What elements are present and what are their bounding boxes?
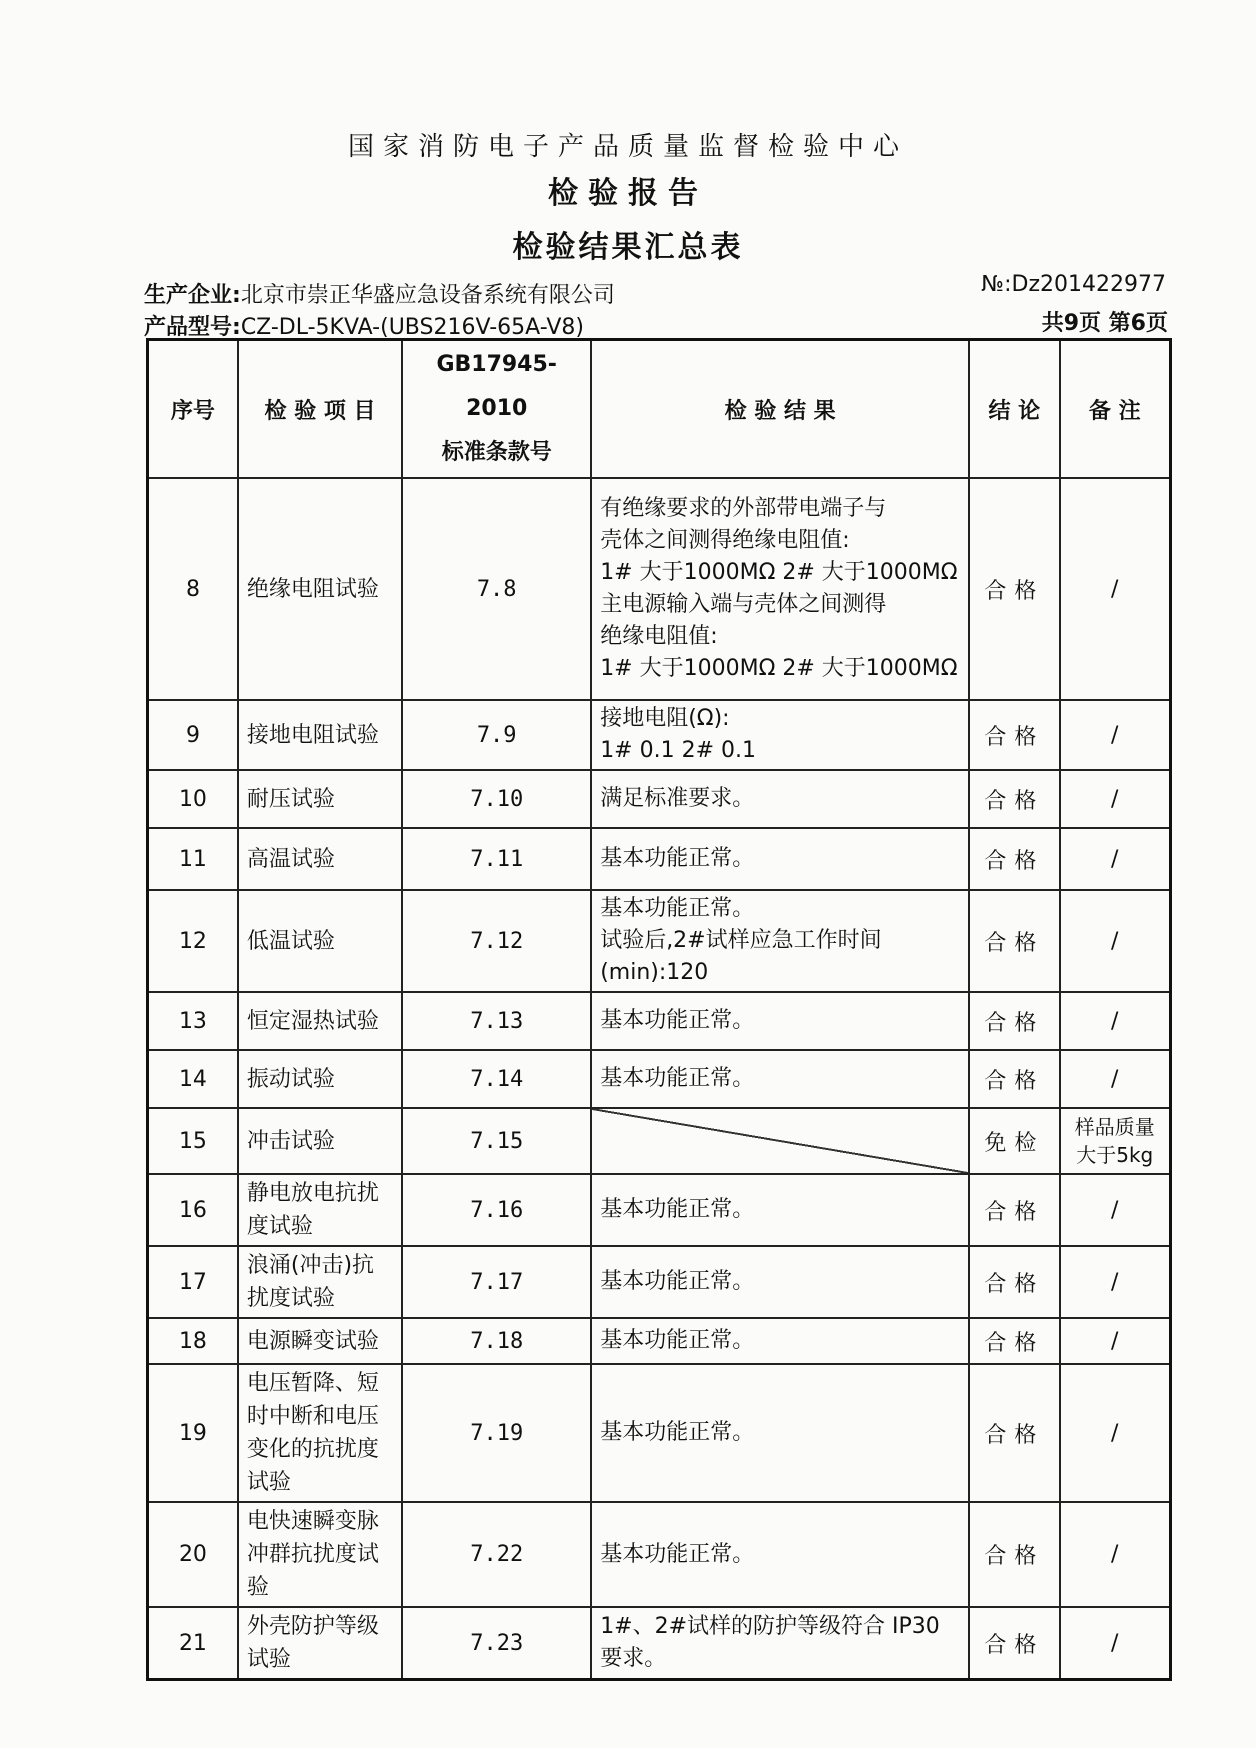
test-result	[591, 770, 969, 828]
conclusion: 合格	[969, 770, 1059, 828]
conclusion: 合格	[969, 478, 1059, 700]
standard-clause: 7.9	[402, 700, 591, 770]
remark: /	[1060, 1502, 1171, 1607]
table-row	[148, 1174, 1171, 1246]
row-number: 21	[148, 1607, 238, 1680]
result-line: 基本功能正常。	[600, 1541, 755, 1567]
result-line: 基本功能正常。	[600, 1008, 755, 1033]
standard-clause: 7.12	[402, 890, 591, 992]
result-line: (min):120	[600, 960, 709, 985]
conclusion: 合格	[969, 828, 1059, 890]
row-number: 8	[148, 478, 238, 700]
result-line: 满足标准要求。	[600, 786, 755, 811]
test-item: 振动试验	[238, 1050, 402, 1108]
test-item: 恒定湿热试验	[238, 992, 402, 1050]
standard-code: GB17945-2010	[436, 352, 557, 421]
test-result	[591, 478, 969, 700]
row-number: 13	[148, 992, 238, 1050]
standard-clause: 7.8	[402, 478, 591, 700]
test-result	[591, 700, 969, 770]
test-item: 电快速瞬变脉冲群抗扰度试验	[238, 1502, 402, 1607]
row-number: 14	[148, 1050, 238, 1108]
result-line: 基本功能正常。	[600, 1420, 755, 1445]
remark: /	[1060, 890, 1171, 992]
table-row	[148, 770, 1171, 828]
result-line: 壳体之间测得绝缘电阻值:	[600, 528, 850, 553]
remark: /	[1060, 700, 1171, 770]
row-number: 16	[148, 1174, 238, 1246]
result-line: 试验后,2#试样应急工作时间	[600, 928, 882, 953]
remark: 样品质量大于5kg	[1060, 1108, 1171, 1174]
result-line: 1#、2#试样的防护等级符合 IP30	[600, 1614, 940, 1639]
conclusion: 合格	[969, 1050, 1059, 1108]
col-header-item: 检 验 项 目	[238, 340, 402, 479]
test-item: 静电放电抗扰度试验	[238, 1174, 402, 1246]
test-item: 外壳防护等级试验	[238, 1607, 402, 1680]
remark: /	[1060, 478, 1171, 700]
result-line: 1# 大于1000MΩ 2# 大于1000MΩ	[600, 560, 958, 585]
test-item: 电压暂降、短时中断和电压变化的抗扰度试验	[238, 1364, 402, 1502]
table-row	[148, 1607, 1171, 1680]
result-line: 基本功能正常。	[600, 896, 755, 921]
col-header-no: 序号	[148, 340, 238, 479]
model-value: CZ-DL-5KVA-(UBS216V-65A-V8)	[240, 315, 585, 340]
result-line: 绝缘电阻值:	[600, 624, 718, 649]
test-item: 绝缘电阻试验	[238, 478, 402, 700]
result-line: 要求。	[600, 1646, 667, 1671]
table-row	[148, 992, 1171, 1050]
test-item: 耐压试验	[238, 770, 402, 828]
conclusion: 合格	[969, 890, 1059, 992]
remark: /	[1060, 1050, 1171, 1108]
standard-clause: 7.19	[402, 1364, 591, 1502]
company-name: 北京市崇正华盛应急设备系统有限公司	[240, 283, 615, 308]
test-item: 浪涌(冲击)抗扰度试验	[238, 1246, 402, 1318]
result-line: 基本功能正常。	[600, 1269, 755, 1294]
test-item: 电源瞬变试验	[238, 1318, 402, 1364]
conclusion: 合格	[969, 992, 1059, 1050]
test-result	[591, 1174, 969, 1246]
table-row	[148, 1050, 1171, 1108]
result-line: 基本功能正常。	[600, 1066, 755, 1091]
row-number: 9	[148, 700, 238, 770]
report-title: 检验报告	[548, 176, 708, 211]
col-header-result: 检 验 结 果	[591, 340, 969, 479]
conclusion: 免检	[969, 1108, 1059, 1174]
table-row	[148, 700, 1171, 770]
table-row	[148, 1364, 1171, 1502]
table-body	[148, 478, 1171, 1680]
standard-clause: 7.14	[402, 1050, 591, 1108]
col-header-standard	[402, 340, 591, 479]
test-item: 冲击试验	[238, 1108, 402, 1174]
col-header-conclusion: 结 论	[969, 340, 1059, 479]
result-line: 有绝缘要求的外部带电端子与	[600, 496, 887, 521]
test-result	[591, 1108, 969, 1174]
conclusion: 合格	[969, 700, 1059, 770]
table-row	[148, 828, 1171, 890]
conclusion: 合格	[969, 1174, 1059, 1246]
test-result	[591, 1050, 969, 1108]
test-item: 接地电阻试验	[238, 700, 402, 770]
row-number: 11	[148, 828, 238, 890]
standard-clause: 7.17	[402, 1246, 591, 1318]
standard-clause: 7.23	[402, 1607, 591, 1680]
table-row	[148, 1318, 1171, 1364]
row-number: 12	[148, 890, 238, 992]
row-number: 19	[148, 1364, 238, 1502]
table-row	[148, 1246, 1171, 1318]
test-result	[591, 1502, 969, 1607]
row-number: 10	[148, 770, 238, 828]
row-number: 17	[148, 1246, 238, 1318]
result-line: 基本功能正常。	[600, 1328, 755, 1353]
result-line: 基本功能正常。	[600, 846, 755, 871]
conclusion: 合格	[969, 1502, 1059, 1607]
organization-name: 国家消防电子产品质量监督检验中心	[347, 132, 908, 162]
remark: /	[1060, 828, 1171, 890]
standard-clause: 7.18	[402, 1318, 591, 1364]
test-result	[591, 828, 969, 890]
report-number: №:Dz201422977	[981, 272, 1166, 297]
conclusion: 合格	[969, 1607, 1059, 1680]
model-line	[144, 310, 584, 341]
conclusion: 合格	[969, 1246, 1059, 1318]
remark: /	[1060, 1607, 1171, 1680]
test-result	[591, 1364, 969, 1502]
test-result	[591, 1246, 969, 1318]
page-indicator: 共9页 第6页	[1041, 311, 1168, 336]
company-label: 生产企业:	[144, 283, 241, 308]
result-line: 接地电阻(Ω):	[600, 706, 730, 731]
table-row	[148, 478, 1171, 700]
result-line: 基本功能正常。	[600, 1197, 755, 1222]
col-header-remark: 备 注	[1060, 340, 1171, 479]
company-line	[144, 278, 615, 309]
result-line: 1# 0.1 2# 0.1	[600, 738, 757, 763]
standard-clause-label: 标准条款号	[441, 440, 552, 465]
standard-clause: 7.11	[402, 828, 591, 890]
row-number: 20	[148, 1502, 238, 1607]
table-row	[148, 890, 1171, 992]
results-table	[146, 338, 1172, 1681]
test-result	[591, 890, 969, 992]
standard-clause: 7.22	[402, 1502, 591, 1607]
conclusion: 合格	[969, 1364, 1059, 1502]
remark: /	[1060, 1174, 1171, 1246]
table-row	[148, 1502, 1171, 1607]
standard-clause: 7.16	[402, 1174, 591, 1246]
standard-clause: 7.13	[402, 992, 591, 1050]
remark: /	[1060, 1318, 1171, 1364]
test-result	[591, 992, 969, 1050]
test-item: 高温试验	[238, 828, 402, 890]
result-line: 主电源输入端与壳体之间测得	[600, 592, 887, 617]
remark: /	[1060, 770, 1171, 828]
test-item: 低温试验	[238, 890, 402, 992]
table-header-row	[148, 340, 1171, 479]
row-number: 18	[148, 1318, 238, 1364]
remark: /	[1060, 1246, 1171, 1318]
result-line: 1# 大于1000MΩ 2# 大于1000MΩ	[600, 656, 958, 681]
remark: /	[1060, 992, 1171, 1050]
model-label: 产品型号:	[144, 315, 241, 340]
row-number: 15	[148, 1108, 238, 1174]
table-row	[148, 1108, 1171, 1174]
remark: /	[1060, 1364, 1171, 1502]
test-result	[591, 1318, 969, 1364]
sheet-title: 检验结果汇总表	[512, 230, 744, 265]
test-result	[591, 1607, 969, 1680]
conclusion: 合格	[969, 1318, 1059, 1364]
standard-clause: 7.15	[402, 1108, 591, 1174]
standard-clause: 7.10	[402, 770, 591, 828]
